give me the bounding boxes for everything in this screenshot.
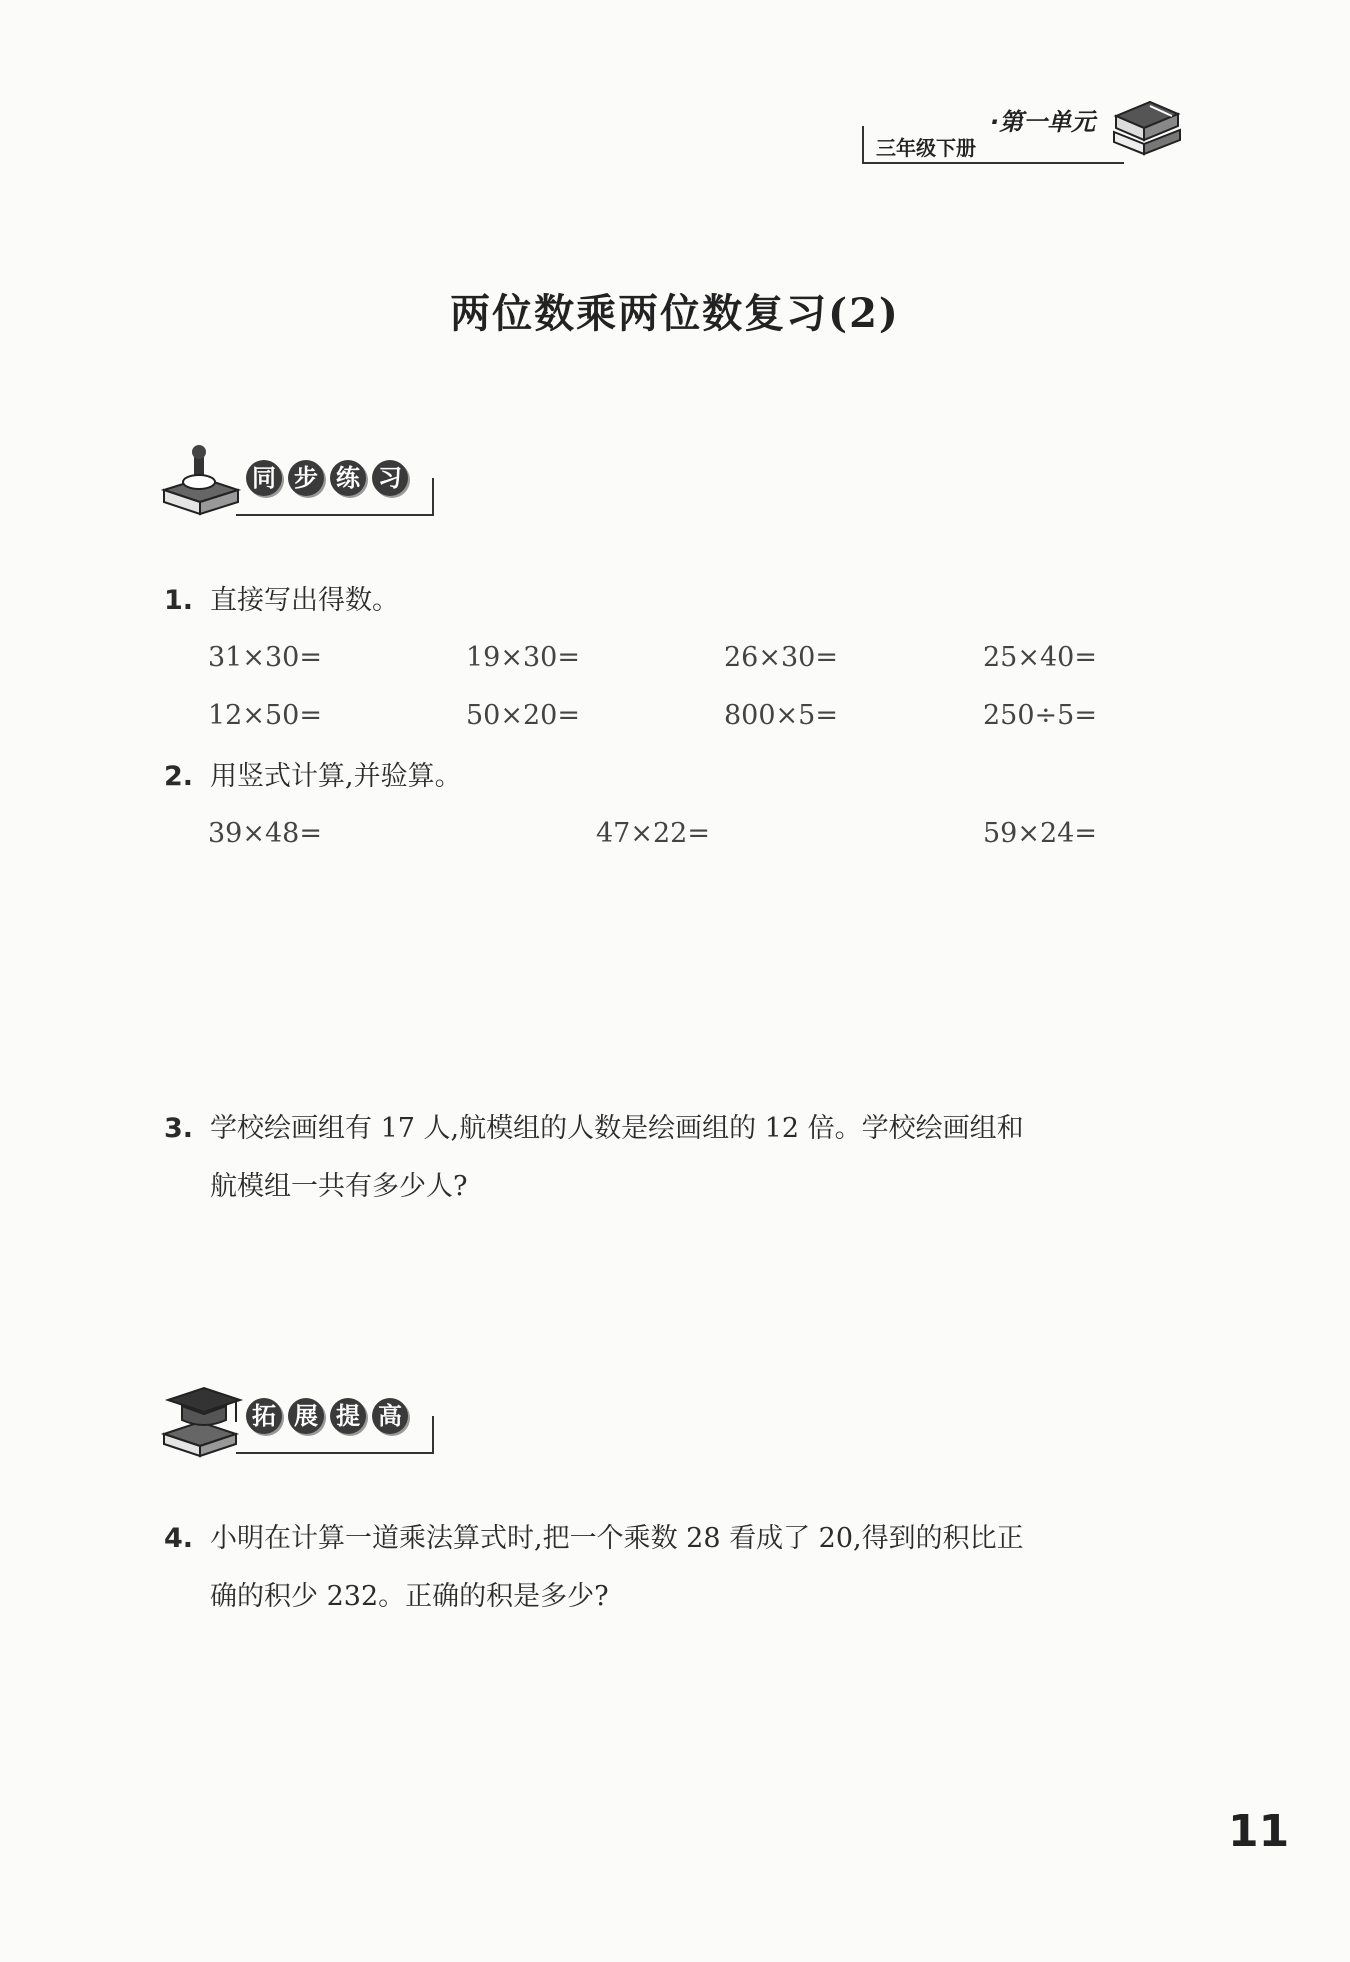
question-text: 航模组一共有多少人? (210, 1171, 468, 1202)
expression: 59×24= (983, 818, 1097, 849)
question-number: 2. (164, 761, 194, 792)
question-number: 1. (164, 585, 194, 616)
extension-banner (158, 1378, 458, 1458)
grade-label: 三年级下册 (876, 136, 976, 160)
banner-char: 同 (246, 460, 282, 496)
expression: 19×30= (466, 642, 580, 673)
expression: 47×22= (596, 818, 710, 849)
expression: 50×20= (466, 700, 580, 731)
banner-char: 提 (330, 1398, 366, 1434)
banner-char: 习 (372, 460, 408, 496)
sync-practice-banner (158, 440, 458, 520)
question-text: 学校绘画组有 17 人,航模组的人数是绘画组的 12 倍。学校绘画组和 (210, 1113, 1024, 1144)
expression: 39×48= (208, 818, 322, 849)
question-3 (164, 1100, 1204, 1216)
expression: 250÷5= (983, 700, 1097, 731)
question-number: 3. (164, 1113, 194, 1144)
page-title: 两位数乘两位数复习(2) (450, 290, 900, 337)
expression: 26×30= (724, 642, 838, 673)
question-text: 用竖式计算,并验算。 (210, 761, 462, 792)
question-number: 4. (164, 1523, 194, 1554)
question-2 (164, 748, 462, 806)
banner-char: 练 (330, 460, 366, 496)
page-number: 11 (1228, 1806, 1290, 1857)
books-icon (1110, 96, 1182, 166)
question-text: 直接写出得数。 (210, 585, 399, 616)
expression: 25×40= (983, 642, 1097, 673)
unit-header (862, 96, 1192, 170)
expression: 31×30= (208, 642, 322, 673)
question-4 (164, 1510, 1204, 1626)
banner-chars (246, 1398, 408, 1434)
banner-char: 展 (288, 1398, 324, 1434)
banner-chars (246, 460, 408, 496)
expression: 12×50= (208, 700, 322, 731)
expression: 800×5= (724, 700, 838, 731)
banner-char: 步 (288, 460, 324, 496)
graduation-cap-books-icon (158, 1378, 248, 1458)
banner-char: 高 (372, 1398, 408, 1434)
question-text: 小明在计算一道乘法算式时,把一个乘数 28 看成了 20,得到的积比正 (210, 1523, 1024, 1554)
lamp-books-icon (158, 440, 248, 520)
banner-char: 拓 (246, 1398, 282, 1434)
unit-label: ·第一单元 (990, 108, 1096, 136)
question-1 (164, 572, 399, 630)
question-text: 确的积少 232。正确的积是多少? (210, 1581, 609, 1612)
